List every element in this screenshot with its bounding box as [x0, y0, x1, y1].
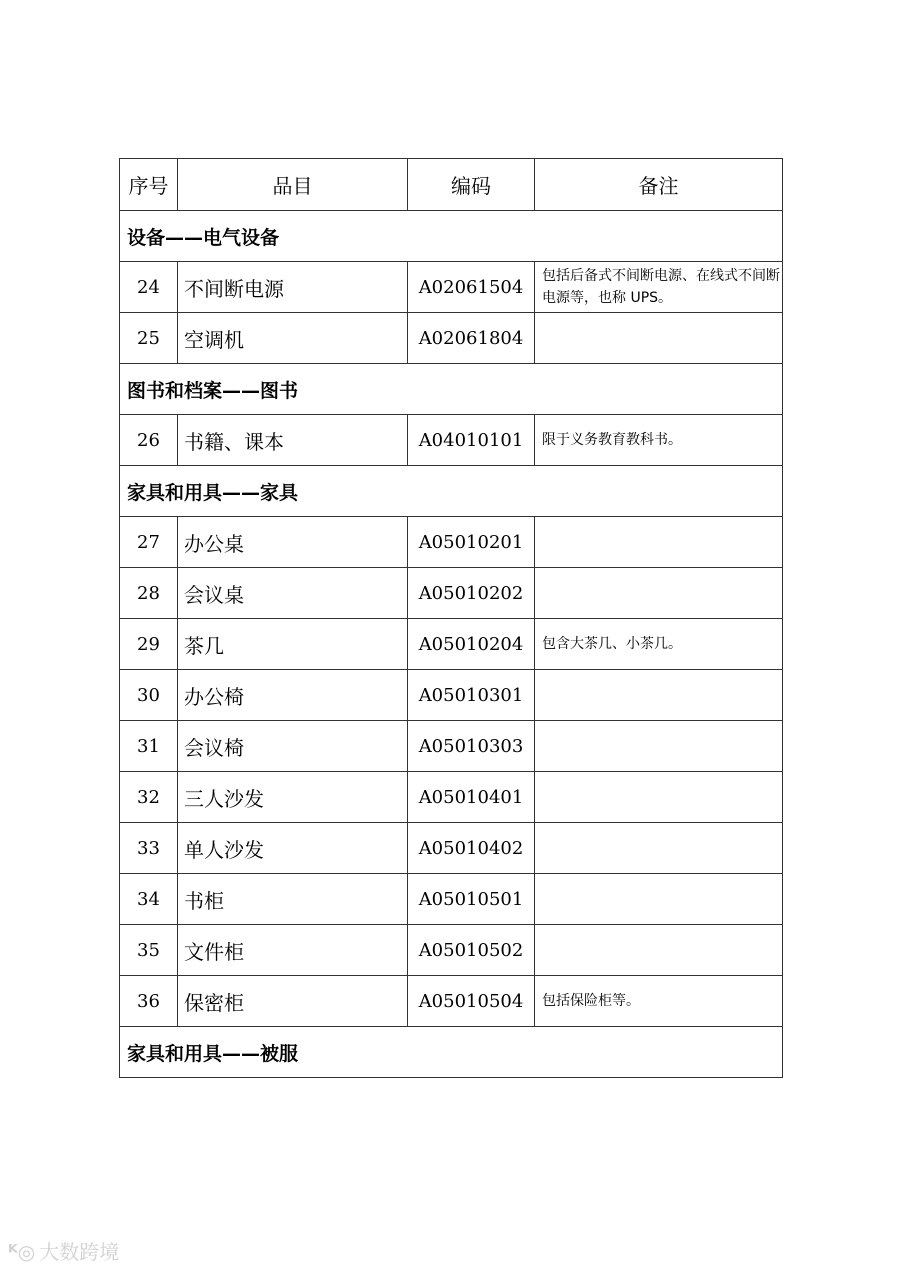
row-item-name: 文件柜 — [178, 925, 408, 976]
table-body — [120, 211, 783, 1078]
table-row — [120, 568, 783, 619]
row-code: A02061804 — [408, 313, 535, 364]
row-item-name: 办公椅 — [178, 670, 408, 721]
row-item-name: 书柜 — [178, 874, 408, 925]
row-remarks — [535, 517, 783, 568]
row-code: A05010202 — [408, 568, 535, 619]
row-item-name: 书籍、课本 — [178, 415, 408, 466]
section-row — [120, 1027, 783, 1078]
section-label: 图书和档案——图书 — [120, 364, 783, 415]
row-code: A04010101 — [408, 415, 535, 466]
row-item-name: 不间断电源 — [178, 262, 408, 313]
row-remarks — [535, 721, 783, 772]
row-number: 25 — [120, 313, 178, 364]
header-number: 序号 — [120, 159, 178, 211]
row-remarks — [535, 313, 783, 364]
row-number: 36 — [120, 976, 178, 1027]
row-number: 26 — [120, 415, 178, 466]
row-code: A02061504 — [408, 262, 535, 313]
row-code: A05010301 — [408, 670, 535, 721]
table-row — [120, 670, 783, 721]
row-remarks — [535, 925, 783, 976]
row-code: A05010402 — [408, 823, 535, 874]
row-code: A05010303 — [408, 721, 535, 772]
row-remarks: 限于义务教育教科书。 — [535, 415, 783, 466]
row-item-name: 单人沙发 — [178, 823, 408, 874]
row-code: A05010502 — [408, 925, 535, 976]
row-number: 34 — [120, 874, 178, 925]
section-row — [120, 466, 783, 517]
table-row — [120, 262, 783, 313]
table-row — [120, 772, 783, 823]
watermark-logo-icon: ᴷ◎ — [8, 1240, 36, 1264]
table-row — [120, 313, 783, 364]
table-row — [120, 823, 783, 874]
row-number: 24 — [120, 262, 178, 313]
header-item: 品目 — [178, 159, 408, 211]
row-remarks — [535, 670, 783, 721]
row-item-name: 会议椅 — [178, 721, 408, 772]
row-code: A05010504 — [408, 976, 535, 1027]
row-item-name: 会议桌 — [178, 568, 408, 619]
header-remarks: 备注 — [535, 159, 783, 211]
row-item-name: 茶几 — [178, 619, 408, 670]
row-number: 35 — [120, 925, 178, 976]
table-row — [120, 874, 783, 925]
row-item-name: 三人沙发 — [178, 772, 408, 823]
row-number: 27 — [120, 517, 178, 568]
table-header-row — [120, 159, 783, 211]
row-code: A05010201 — [408, 517, 535, 568]
row-code: A05010401 — [408, 772, 535, 823]
row-code: A05010501 — [408, 874, 535, 925]
table-row — [120, 517, 783, 568]
section-label: 家具和用具——家具 — [120, 466, 783, 517]
section-row — [120, 364, 783, 415]
table-row — [120, 721, 783, 772]
table-row — [120, 415, 783, 466]
row-code: A05010204 — [408, 619, 535, 670]
row-item-name: 空调机 — [178, 313, 408, 364]
section-label: 家具和用具——被服 — [120, 1027, 783, 1078]
row-number: 29 — [120, 619, 178, 670]
procurement-catalog-table — [119, 158, 783, 1078]
section-row — [120, 211, 783, 262]
row-number: 33 — [120, 823, 178, 874]
row-number: 28 — [120, 568, 178, 619]
procurement-table-container — [119, 158, 782, 1078]
row-number: 32 — [120, 772, 178, 823]
row-remarks: 包括保险柜等。 — [535, 976, 783, 1027]
row-item-name: 办公桌 — [178, 517, 408, 568]
header-code: 编码 — [408, 159, 535, 211]
table-row — [120, 619, 783, 670]
table-row — [120, 976, 783, 1027]
row-remarks: 包括后备式不间断电源、在线式不间断电源等，也称 UPS。 — [535, 262, 783, 313]
row-remarks — [535, 568, 783, 619]
row-remarks: 包含大茶几、小茶几。 — [535, 619, 783, 670]
table-row — [120, 925, 783, 976]
row-remarks — [535, 823, 783, 874]
row-number: 30 — [120, 670, 178, 721]
row-remarks — [535, 772, 783, 823]
row-item-name: 保密柜 — [178, 976, 408, 1027]
row-number: 31 — [120, 721, 178, 772]
watermark-text: 大数跨境 — [39, 1240, 120, 1264]
watermark — [8, 1236, 119, 1265]
section-label: 设备——电气设备 — [120, 211, 783, 262]
row-remarks — [535, 874, 783, 925]
